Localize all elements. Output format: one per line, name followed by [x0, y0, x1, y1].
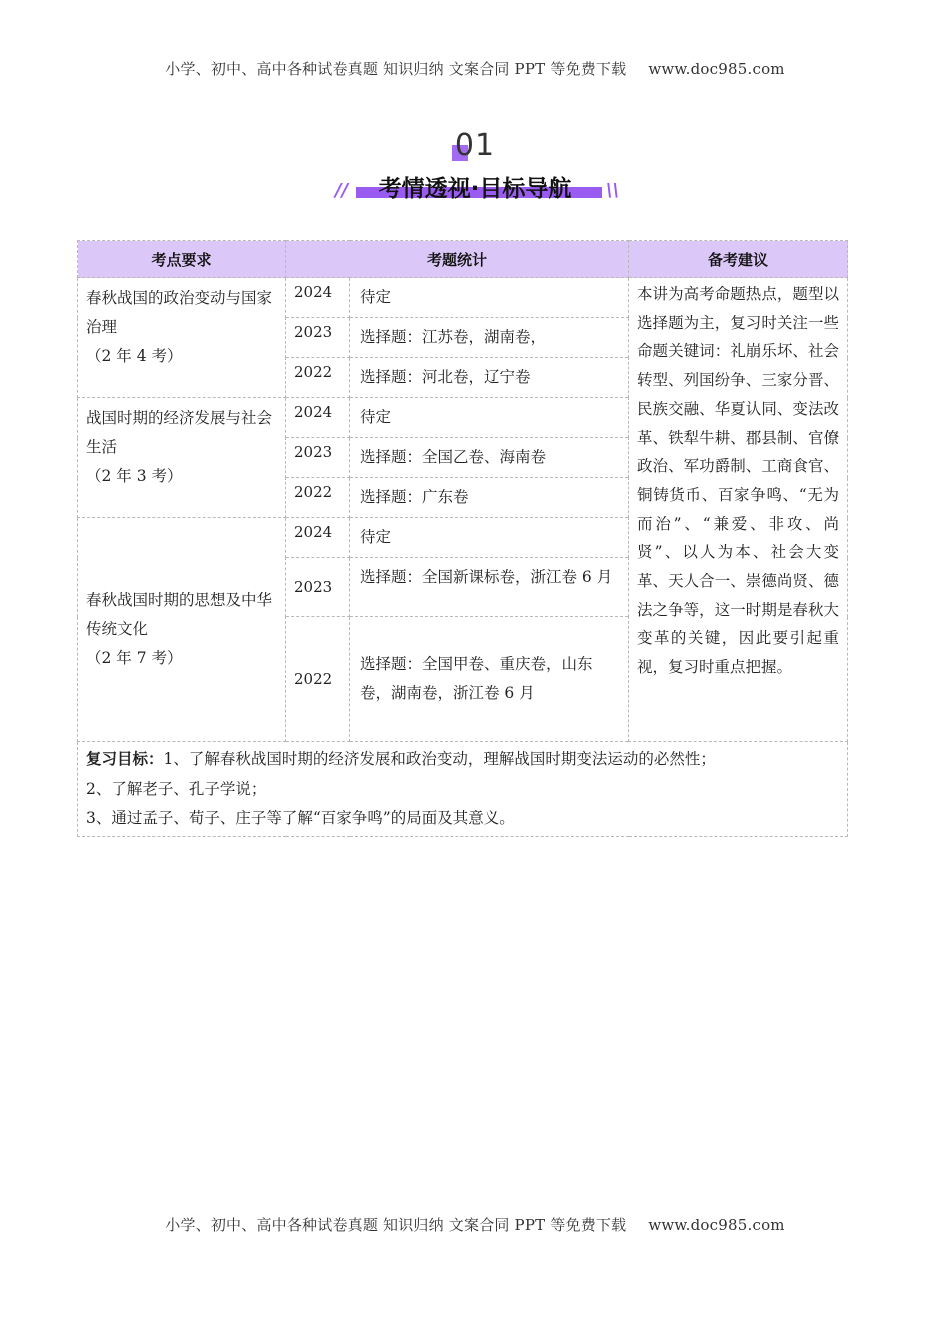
year-cell: 2022 — [286, 478, 350, 518]
year-cell: 2023 — [286, 318, 350, 358]
goal-item: 3、通过孟子、荀子、庄子等了解“百家争鸣”的局面及其意义。 — [86, 809, 515, 827]
exam-cell: 待定 — [350, 518, 629, 558]
exam-cell: 选择题：广东卷 — [350, 478, 629, 518]
topic-cell — [78, 278, 286, 398]
topic-text: 春秋战国时期的思想及中华传统文化 — [86, 591, 273, 638]
goals-cell — [78, 742, 848, 837]
exam-cell: 选择题：全国乙卷、海南卷 — [350, 438, 629, 478]
slash-right-decoration: \\ — [606, 180, 620, 201]
advice-cell: 本讲为高考命题热点，题型以选择题为主，复习时关注一些命题关键词：礼崩乐坏、社会转型、列国纷争、三家分晋、民族交融、华夏认同、变法改革、铁犁牛耕、郡县制、官僚政治、军功爵制、工商食官、铜铸货币、百家争鸣、“无为而治”、“兼爱、非攻、尚贤”、以人为本、社会大变革、天人合一、崇德尚贤、德法之争等，这一时期是春秋大变革的关键，因此要引起重视，复习时重点把握。 — [629, 278, 848, 742]
section-number: 01 — [454, 128, 496, 163]
topic-count: （2 年 3 考） — [86, 467, 183, 485]
exam-cell: 待定 — [350, 398, 629, 438]
slash-left-decoration: // — [335, 180, 349, 201]
exam-cell: 选择题：全国新课标卷，浙江卷 6 月 — [350, 558, 629, 617]
header-url[interactable]: www.doc985.com — [648, 60, 785, 78]
year-cell: 2024 — [286, 278, 350, 318]
table-row — [78, 278, 848, 318]
table-header-row — [78, 241, 848, 278]
goal-item: 1、了解春秋战国时期的经济发展和政治变动，理解战国时期变法运动的必然性； — [163, 750, 716, 768]
exam-cell: 选择题：全国甲卷、重庆卷，山东卷，湖南卷，浙江卷 6 月 — [350, 617, 629, 742]
topic-text: 春秋战国的政治变动与国家治理 — [86, 289, 273, 336]
exam-cell: 选择题：河北卷，辽宁卷 — [350, 358, 629, 398]
page-footer — [0, 1214, 950, 1235]
footer-url[interactable]: www.doc985.com — [648, 1216, 785, 1234]
topic-cell — [78, 518, 286, 742]
exam-overview-table — [77, 240, 848, 837]
header-topic: 考点要求 — [78, 241, 286, 278]
goals-label: 复习目标： — [86, 749, 164, 768]
year-cell: 2022 — [286, 617, 350, 742]
page-header — [0, 58, 950, 79]
exam-cell: 选择题：江苏卷，湖南卷， — [350, 318, 629, 358]
topic-count: （2 年 7 考） — [86, 649, 183, 667]
header-advice: 备考建议 — [629, 241, 848, 278]
year-cell: 2024 — [286, 518, 350, 558]
footer-text: 小学、初中、高中各种试卷真题 知识归纳 文案合同 PPT 等免费下载 — [165, 1216, 627, 1234]
topic-text: 战国时期的经济发展与社会生活 — [86, 409, 273, 456]
year-cell: 2022 — [286, 358, 350, 398]
year-cell: 2024 — [286, 398, 350, 438]
year-cell: 2023 — [286, 558, 350, 617]
header-text: 小学、初中、高中各种试卷真题 知识归纳 文案合同 PPT 等免费下载 — [165, 60, 627, 78]
header-stats: 考题统计 — [286, 241, 629, 278]
exam-cell: 待定 — [350, 278, 629, 318]
goal-item: 2、了解老子、孔子学说； — [86, 779, 267, 798]
topic-cell — [78, 398, 286, 518]
year-cell: 2023 — [286, 438, 350, 478]
topic-count: （2 年 4 考） — [86, 347, 183, 365]
section-title: 考情透视·目标导航 — [378, 176, 572, 202]
goals-row — [78, 742, 848, 837]
